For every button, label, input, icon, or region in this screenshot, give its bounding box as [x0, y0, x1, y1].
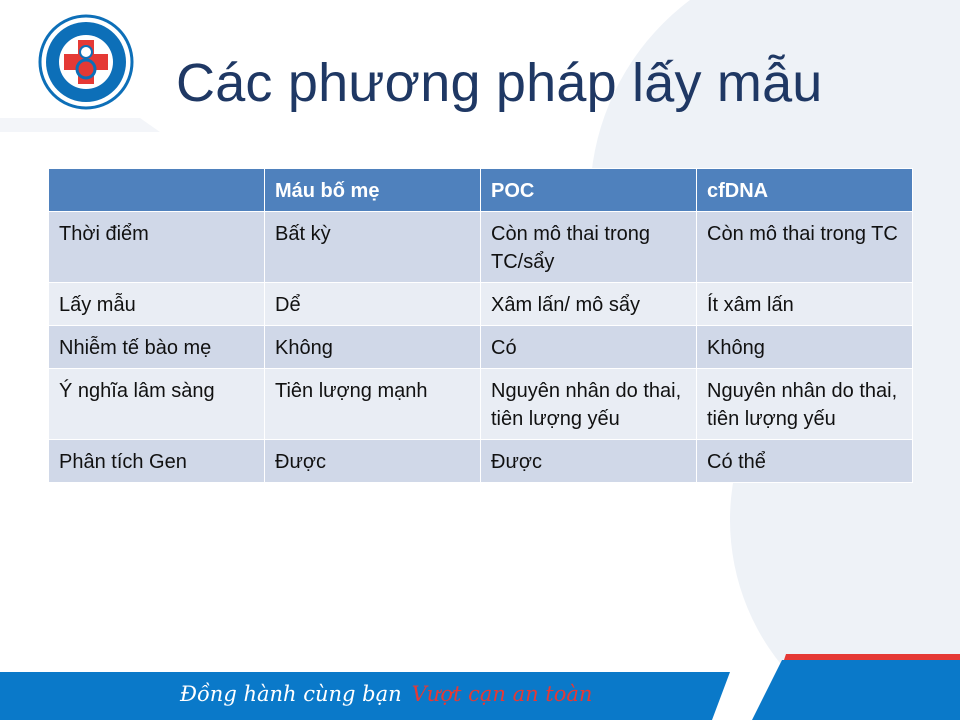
hospital-logo-icon: [38, 14, 134, 110]
header-shadow: [0, 118, 160, 132]
table-row: [49, 212, 913, 283]
table-cell: Được: [265, 440, 481, 483]
table-cell: Được: [481, 440, 697, 483]
table-cell: Bất kỳ: [265, 212, 481, 283]
header-cell-parent-blood: Máu bố mẹ: [265, 169, 481, 212]
row-label: Nhiễm tế bào mẹ: [49, 326, 265, 369]
footer-right-block: [752, 660, 960, 720]
table-header-row: [49, 169, 913, 212]
table-cell: Không: [265, 326, 481, 369]
header-cell-poc: POC: [481, 169, 697, 212]
table-row: [49, 326, 913, 369]
table-cell: Nguyên nhân do thai, tiên lượng yếu: [697, 369, 913, 440]
row-label: Thời điểm: [49, 212, 265, 283]
footer-slogan: [180, 682, 592, 706]
table-cell: Không: [697, 326, 913, 369]
row-label: Ý nghĩa lâm sàng: [49, 369, 265, 440]
table-cell: Còn mô thai trong TC/sẩy: [481, 212, 697, 283]
footer-slogan-text: Đồng hành cùng bạn: [180, 682, 402, 706]
table-cell: Có thể: [697, 440, 913, 483]
table-row: [49, 283, 913, 326]
table-row: [49, 369, 913, 440]
table-cell: Có: [481, 326, 697, 369]
slide-title: Các phương pháp lấy mẫu: [176, 53, 823, 113]
table-cell: Tiên lượng mạnh: [265, 369, 481, 440]
footer-red-accent: [784, 654, 960, 660]
sampling-methods-table: [48, 168, 913, 483]
header-cell-blank: [49, 169, 265, 212]
row-label: Phân tích Gen: [49, 440, 265, 483]
header-cell-cfdna: cfDNA: [697, 169, 913, 212]
table-row: [49, 440, 913, 483]
table-cell: Xâm lấn/ mô sẩy: [481, 283, 697, 326]
table-cell: Dể: [265, 283, 481, 326]
footer-tagline: Vượt cạn an toàn: [411, 682, 593, 706]
table-cell: Còn mô thai trong TC: [697, 212, 913, 283]
row-label: Lấy mẫu: [49, 283, 265, 326]
table-cell: Nguyên nhân do thai, tiên lượng yếu: [481, 369, 697, 440]
table-cell: Ít xâm lấn: [697, 283, 913, 326]
